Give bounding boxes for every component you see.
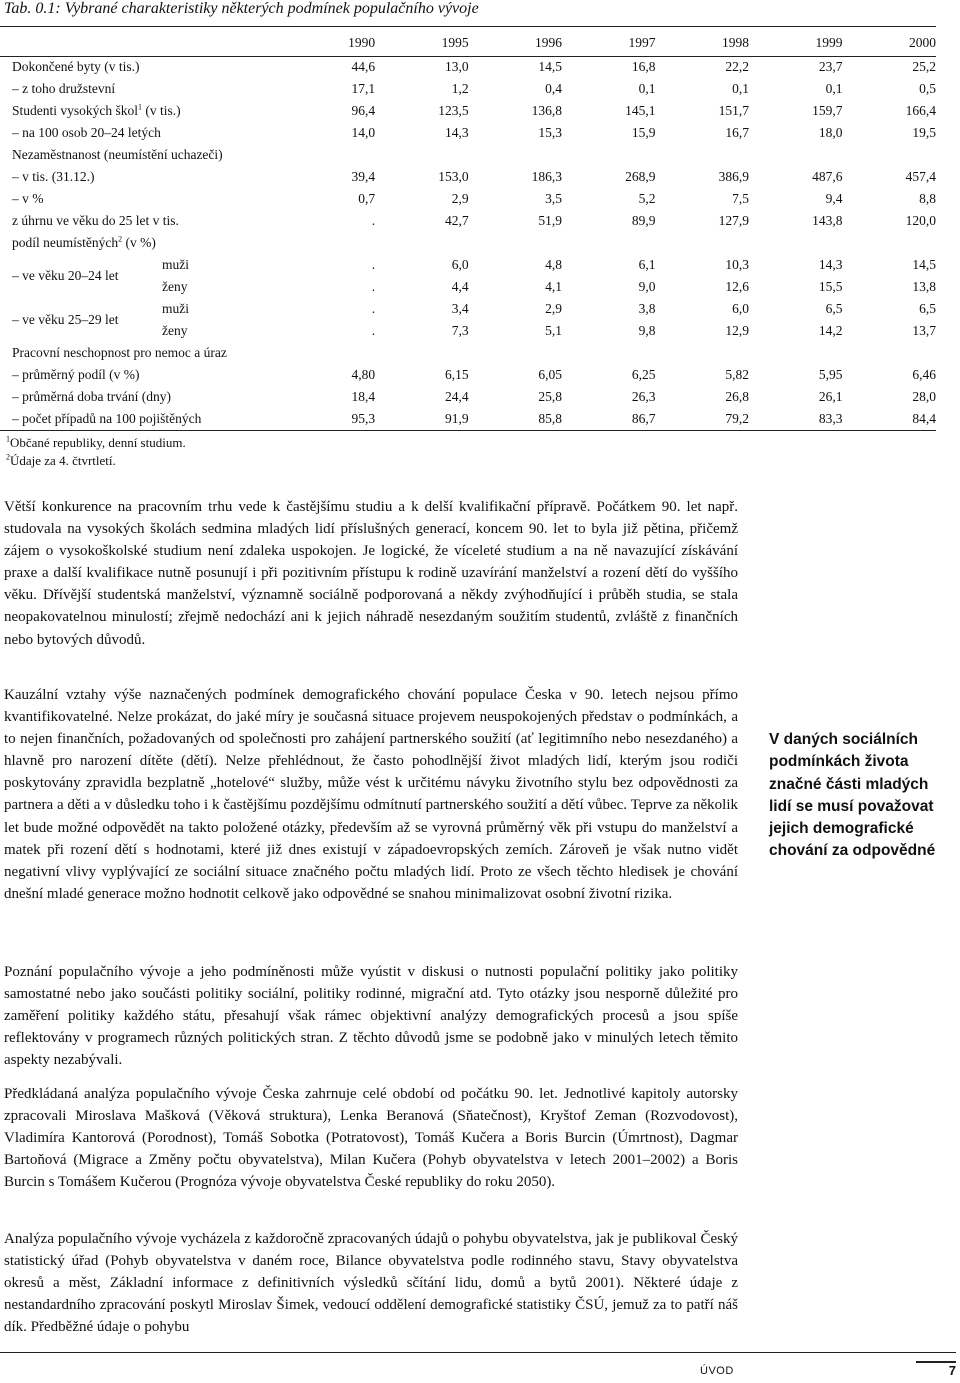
sex-label: ženy (162, 279, 188, 294)
sex-label: muži (162, 301, 189, 316)
table-cell: 4,4 (451, 279, 469, 294)
table-cell: 6,05 (538, 367, 563, 382)
table-cell: 51,9 (538, 213, 563, 228)
table-row (0, 166, 936, 188)
table-cell: 24,4 (444, 389, 469, 404)
table-cell: 153,0 (438, 169, 469, 184)
table-cell: 83,3 (818, 411, 843, 426)
table-cell: 19,5 (912, 125, 936, 140)
table-cell: 44,6 (351, 59, 376, 74)
table-cell: 13,8 (912, 279, 936, 294)
row-label (0, 254, 292, 283)
table-cell: 268,9 (625, 169, 656, 184)
table-cell (469, 232, 562, 254)
table-cell: 39,4 (351, 169, 376, 184)
row-label: – průměrný podíl (v %) (12, 367, 140, 382)
sex-label: ženy (162, 323, 188, 338)
group-label: – ve věku 20–24 let (12, 268, 119, 283)
table-cell (375, 342, 468, 364)
table-row (0, 342, 936, 364)
table-cell (842, 342, 936, 364)
column-header-year: 1997 (628, 35, 656, 50)
table-cell (375, 232, 468, 254)
table-cell: 2,9 (451, 191, 469, 206)
table-cell: 457,4 (905, 169, 936, 184)
table-cell: . (371, 279, 376, 294)
table-cell: 89,9 (631, 213, 656, 228)
table-cell: . (371, 323, 376, 338)
table-cell (292, 342, 375, 364)
table-cell: 5,1 (545, 323, 563, 338)
table-cell: 0,1 (732, 81, 749, 96)
table-cell (749, 232, 842, 254)
table-cell: 2,9 (545, 301, 563, 316)
table-cell (469, 342, 562, 364)
table-row (0, 56, 936, 78)
table-cell (469, 144, 562, 166)
table-cell: 17,1 (351, 81, 376, 96)
table-cell: 15,3 (538, 125, 563, 140)
table-row (0, 100, 936, 122)
sex-label: muži (162, 257, 189, 272)
table-cell: 13,0 (444, 59, 469, 74)
table-row (0, 408, 936, 430)
table-cell (842, 232, 936, 254)
table-cell: 14,5 (538, 59, 563, 74)
table-cell: 25,8 (538, 389, 563, 404)
table-cell (749, 342, 842, 364)
table-cell: 0,1 (638, 81, 656, 96)
table-cell: 0,5 (919, 81, 936, 96)
row-label: Dokončené byty (v tis.) (12, 59, 140, 74)
table-cell: 6,1 (638, 257, 656, 272)
paragraph-1: Větší konkurence na pracovním trhu vede k častějšímu studiu a k delší kvalifikační přípravě. Počátkem 90. let např. studovala na vysokých školách sedmina mladých lidí příslušných generací, koncem 90. let to byla již pětina, přičemž zájem o vysokoškolské studium není zdaleka uspokojen. Je logické, že víceleté studium a na ně navazující získávání praxe a další kvalifikace nutně posunují i při pozitivním přístupu k rodině uzavírání manželství a rození dětí do vyššího věku. Dřívější studentská manželství, významně sociálně podporovaná a někdy zvýhodňující i průběh studia, se stala neopakovatelnou minulostí; zřejmě nedochází ani k jejich náhradě nesezdaným soužitím studentů, zvláště z finančních nebo bytových důvodů. (4, 499, 738, 648)
table-title: Tab. 0.1: Vybrané charakteristiky některých podmínek populačního vývoje (4, 0, 479, 17)
table-cell (749, 144, 842, 166)
table-cell: 13,7 (912, 323, 936, 338)
table-cell: 136,8 (531, 103, 563, 118)
table-cell: 120,0 (905, 213, 936, 228)
row-label: podíl neumístěných$^2$ (v %) (12, 234, 156, 250)
table-cell: 143,8 (812, 213, 843, 228)
row-label: – v % (12, 191, 44, 206)
table-cell: 14,2 (818, 323, 843, 338)
table-cell: 4,1 (545, 279, 563, 294)
table-cell: 1,2 (451, 81, 469, 96)
table-cell: 18,0 (818, 125, 843, 140)
table-cell: 22,2 (725, 59, 749, 74)
table-cell (562, 342, 655, 364)
table-cell: 186,3 (531, 169, 563, 184)
table-cell: 12,9 (725, 323, 749, 338)
table-cell: 5,2 (638, 191, 656, 206)
paragraph-2: Kauzální vztahy výše naznačených podmínek demografického chování populace Česka v 90. letech nejsou přímo kvantifikovatelné. Nelze prokázat, do jaké míry je současná situace projevem neuspokojených představ o podmínkách, a to nejen finančních, požadovaných od společnosti pro zahájení partnerského soužití (ať legitimního nebo nesezdaného) a hlavně pro narození dítěte (dětí). Nelze přehlédnout, že často pohodlnější život mladých lidí, kterým jsou rodiči poskytovány zpravidla bezplatně „hotelové“ služby, může vést k určitému návyku životního stylu bez odpovědnosti za partnera a děti a v důsledku toho i k častějšímu pozdějšímu odmítnutí partnerského soužití a dětí vůbec. Teprve za několik let bude možné odpovědět na takto položené otázky, především až se vyrovná průměrný věk při vstupu do manželství a matek při rození dětí s hodnotami, které již dnes existují v západoevropských zemích. Zároveň je však nutno vidět negativní vlivy vyplývající ze sociální situace značného počtu mladých lidí. Proto ze všech těchto hledisek je chování dnešní mladé generace možno hodnotit celkově jako odpovědné se snahou minimalizovat osobní životní rizika. (4, 687, 738, 902)
row-label: – z toho družstevní (12, 81, 116, 96)
column-header-year: 1996 (535, 35, 563, 50)
row-label: z úhrnu ve věku do 25 let v tis. (12, 213, 179, 228)
page-number: 7 (916, 1361, 956, 1377)
column-header-year: 1999 (815, 35, 843, 50)
table-cell: 23,7 (818, 59, 843, 74)
table-cell: 4,8 (545, 257, 563, 272)
table-cell: 6,46 (912, 367, 936, 382)
table-cell: 166,4 (905, 103, 936, 118)
margin-note: V daných sociálních podmínkách života značné části mladých lidí se musí považovat jejich demografické chování za odpovědné (769, 731, 936, 860)
row-label: – v tis. (31.12.) (12, 169, 95, 184)
table-cell: 85,8 (538, 411, 563, 426)
table-cell: 5,95 (818, 367, 843, 382)
table-cell: 6,5 (919, 301, 936, 316)
table-cell: 6,25 (631, 367, 656, 382)
paragraph-4: Předkládaná analýza populačního vývoje Česka zahrnuje celé období od počátku 90. let. Jednotlivé kapitoly autorsky zpracovali Miroslava Mašková (Věková struktura), Lenka Beranová (Sňatečnost), Kryštof Zeman (Rozvodovost), Vladimíra Kantorová (Porodnost), Tomáš Sobotka (Potratovost), Tomáš Kučera a Boris Burcin (Úmrtnost), Dagmar Bartoňová (Migrace a Změny počtu obyvatelstva), Milan Kučera (Pohyb obyvatelstva v letech 2001–2002) a Boris Burcin s Tomášem Kučerou (Prognóza vývoje obyvatelstva České republiky do roku 2050). (4, 1086, 738, 1191)
table-cell: 96,4 (351, 103, 376, 118)
table-footnotes (6, 434, 186, 470)
table-cell: 16,7 (725, 125, 749, 140)
table-cell (292, 144, 375, 166)
table-cell: 12,6 (725, 279, 749, 294)
table-cell (292, 232, 375, 254)
table-cell: 8,8 (919, 191, 936, 206)
table-cell (562, 144, 655, 166)
table-header-row (0, 30, 936, 56)
table-cell: 26,1 (818, 389, 843, 404)
footer-rule (0, 1352, 956, 1353)
table-cell: 123,5 (438, 103, 469, 118)
header-stub (0, 30, 292, 56)
table-row (0, 144, 936, 166)
table-row (0, 386, 936, 408)
table-cell: 9,8 (638, 323, 656, 338)
table-top-rule (0, 26, 936, 27)
table-row (0, 188, 936, 210)
table-cell: 91,9 (444, 411, 469, 426)
table-cell: . (371, 257, 376, 272)
footnote-mark: 2 (118, 234, 123, 244)
table-cell: 6,0 (732, 301, 749, 316)
table-cell: 3,5 (545, 191, 563, 206)
table-cell: 5,82 (725, 367, 749, 382)
row-label: Nezaměstnanost (neumístění uchazeči) (12, 147, 223, 162)
table-cell (842, 144, 936, 166)
footnote-mark: 1 (138, 102, 143, 112)
table-cell: 14,3 (818, 257, 843, 272)
stats-table (0, 30, 936, 430)
table-cell: 25,2 (912, 59, 936, 74)
table-cell: 0,7 (358, 191, 376, 206)
table-cell: 7,3 (451, 323, 469, 338)
table-cell: . (371, 213, 376, 228)
table-cell: 3,4 (451, 301, 469, 316)
table-cell: 6,5 (825, 301, 843, 316)
footnote: $^2$Údaje za 4. čtvrtletí. (6, 452, 116, 468)
table-cell: 14,0 (351, 125, 376, 140)
footnote-mark: 1 (6, 434, 10, 444)
table-cell: 9,4 (825, 191, 843, 206)
table-cell: 28,0 (912, 389, 936, 404)
table-cell: 95,3 (351, 411, 376, 426)
paragraph-5: Analýza populačního vývoje vycházela z každoročně zpracovaných údajů o pohybu obyvatelstva, jak je publikoval Český statistický úřad (Pohyb obyvatelstva v daném roce, Bilance obyvatelstva podle rodinného stavu, Stavy obyvatelstva okresů a měst, Základní informace z definitivních výsledků sčítání lidu, domů a bytů 2001). Některé údaje z nestandardního zpracování poskytl Miroslav Šimek, vedoucí oddělení demografické statistiky ČSÚ, jemuž za to patří náš dík. Předběžné údaje o pohybu (4, 1231, 738, 1336)
table-cell: 26,8 (725, 389, 749, 404)
table-cell: 7,5 (732, 191, 749, 206)
table-cell: 26,3 (631, 389, 656, 404)
column-header-year: 1998 (721, 35, 749, 50)
table-cell: . (371, 301, 376, 316)
table-cell: 3,8 (638, 301, 656, 316)
table-cell: 16,8 (631, 59, 656, 74)
paragraph-3: Poznání populačního vývoje a jeho podmíněnosti může vyústit v diskusi o nutnosti populační politiky jako politiky samostatné nebo jako součásti politiky sociální, politiky rodinné, migrační atd. Tyto otázky jsou nesporně důležité pro zaměření politiky každého státu, přesahují však rámec objektivní analýzy demografických procesů a jsou spíše reflektovány v programech různých politických stran. Z těchto důvodů jsme se podobně jako v minulých letech těmito aspekty nezabývali. (4, 964, 738, 1069)
row-label: – na 100 osob 20–24 letých (12, 125, 161, 140)
table-cell: 14,5 (912, 257, 936, 272)
footer-section-label: ÚVOD (700, 1365, 734, 1377)
table-cell: 386,9 (718, 169, 749, 184)
row-label: – počet případů na 100 pojištěných (12, 411, 202, 426)
table-row (0, 298, 936, 320)
row-label (0, 298, 292, 327)
table-row (0, 364, 936, 386)
table-row (0, 78, 936, 100)
table-cell (656, 144, 749, 166)
footnote-mark: 2 (6, 452, 10, 462)
table-cell: 151,7 (718, 103, 749, 118)
table-row (0, 210, 936, 232)
table-row (0, 232, 936, 254)
group-label: – ve věku 25–29 let (12, 312, 119, 327)
table-cell: 79,2 (725, 411, 749, 426)
table-cell (656, 232, 749, 254)
table-cell: 15,5 (818, 279, 843, 294)
table-cell: 10,3 (725, 257, 749, 272)
table-cell: 0,4 (545, 81, 563, 96)
table-cell: 127,9 (718, 213, 749, 228)
table-cell: 145,1 (625, 103, 656, 118)
table-cell: 487,6 (812, 169, 843, 184)
column-header-year: 1995 (441, 35, 469, 50)
table-cell: 0,1 (825, 81, 843, 96)
table-cell: 18,4 (351, 389, 376, 404)
table-cell (656, 342, 749, 364)
table-row (0, 254, 936, 276)
table-cell: 15,9 (631, 125, 656, 140)
table-cell: 84,4 (912, 411, 936, 426)
column-header-year: 1990 (348, 35, 376, 50)
row-label: Studenti vysokých škol$^1$ (v tis.) (12, 102, 181, 118)
table-cell: 14,3 (444, 125, 469, 140)
table-cell (375, 144, 468, 166)
column-header-year: 2000 (909, 35, 936, 50)
footnote: $^1$Občané republiky, denní studium. (6, 434, 186, 450)
table-cell: 159,7 (812, 103, 843, 118)
table-cell: 4,80 (351, 367, 376, 382)
table-row (0, 122, 936, 144)
row-label: Pracovní neschopnost pro nemoc a úraz (12, 345, 227, 360)
table-bottom-rule (0, 430, 936, 431)
table-cell (562, 232, 655, 254)
row-label: – průměrná doba trvání (dny) (12, 389, 171, 404)
table-cell: 9,0 (638, 279, 656, 294)
table-cell: 6,0 (451, 257, 469, 272)
table-cell: 42,7 (444, 213, 469, 228)
table-cell: 6,15 (444, 367, 469, 382)
table-cell: 86,7 (631, 411, 656, 426)
